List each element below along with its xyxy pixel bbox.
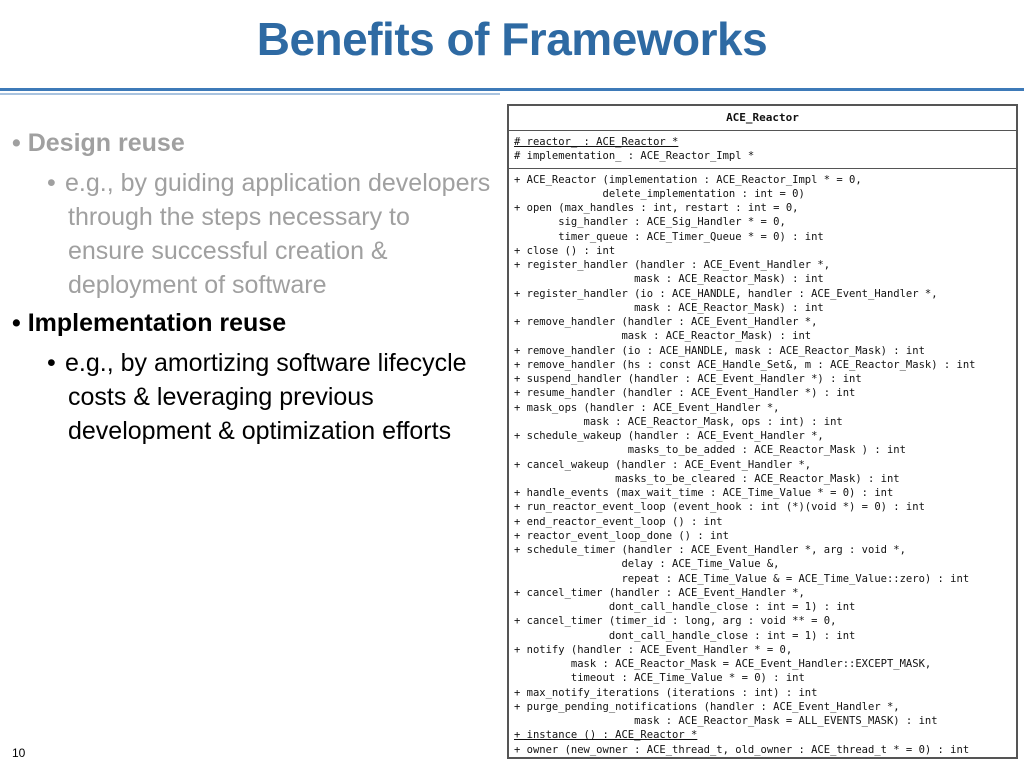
uml-operation: mask : ACE_Reactor_Mask, ops : int) : int <box>514 415 843 428</box>
title-divider <box>0 88 1024 91</box>
uml-attributes <box>509 131 1016 169</box>
uml-operation: mask : ACE_Reactor_Mask) : int <box>514 330 812 343</box>
uml-class-diagram <box>507 104 1018 759</box>
bullet-list <box>12 126 492 452</box>
uml-operation: mask : ACE_Reactor_Mask) : int <box>514 301 824 314</box>
uml-operation: + ACE_Reactor (implementation : ACE_Reactor_Impl * = 0, <box>514 173 862 186</box>
uml-operation: + mask_ops (handler : ACE_Event_Handler *, <box>514 401 780 414</box>
bullet-glyph: • <box>12 309 21 337</box>
bullet-implementation-reuse <box>12 306 492 340</box>
sub-bullet-text: e.g., by amortizing software lifecycle costs & leveraging previous development & optimization efforts <box>65 349 467 445</box>
uml-operation: repeat : ACE_Time_Value & = ACE_Time_Value::zero) : int <box>514 572 970 585</box>
uml-operation: + handle_events (max_wait_time : ACE_Time_Value * = 0) : int <box>514 487 894 499</box>
uml-operation: mask : ACE_Reactor_Mask = ACE_Event_Handler::EXCEPT_MASK, <box>514 658 932 670</box>
uml-operation: + register_handler (handler : ACE_Event_Handler *, <box>514 259 831 271</box>
bullet-glyph: • <box>12 129 21 157</box>
page-number: 10 <box>12 746 26 760</box>
uml-operation: + purge_pending_notifications (handler : ACE_Event_Handler *, <box>514 700 900 713</box>
title-subdivider <box>0 93 500 95</box>
uml-operation: delete_implementation : int = 0) <box>514 187 805 200</box>
uml-operation: + suspend_handler (handler : ACE_Event_Handler *) : int <box>514 373 862 385</box>
uml-operation: + owner (new_owner : ACE_thread_t, old_owner : ACE_thread_t * = 0) : int <box>514 743 970 756</box>
uml-operation: + schedule_wakeup (handler : ACE_Event_Handler *, <box>514 430 824 442</box>
slide-title: Benefits of Frameworks <box>256 13 768 65</box>
uml-operation: + close () : int <box>514 244 616 257</box>
uml-operations <box>509 169 1016 757</box>
uml-operation: dont_call_handle_close : int = 1) : int <box>514 601 856 613</box>
uml-operation: + resume_handler (handler : ACE_Event_Handler *) : int <box>514 387 856 400</box>
uml-operation: delay : ACE_Time_Value &, <box>514 558 780 571</box>
bullet-text: Design reuse <box>27 129 185 157</box>
uml-class-name: ACE_Reactor <box>509 106 1016 131</box>
uml-operation: + notify (handler : ACE_Event_Handler * = 0, <box>514 643 793 656</box>
uml-operation: mask : ACE_Reactor_Mask = ALL_EVENTS_MASK) : int <box>514 715 938 727</box>
uml-operation: + end_reactor_event_loop () : int <box>514 515 723 528</box>
uml-operation: masks_to_be_added : ACE_Reactor_Mask ) : int <box>514 444 906 457</box>
uml-attribute: # implementation_ : ACE_Reactor_Impl * <box>514 150 755 163</box>
sub-bullet-implementation-reuse <box>47 346 492 448</box>
uml-operation: timeout : ACE_Time_Value * = 0) : int <box>514 672 805 685</box>
uml-operation: masks_to_be_cleared : ACE_Reactor_Mask) : int <box>514 472 900 485</box>
sub-bullet-design-reuse <box>47 166 492 302</box>
sub-bullet-text: e.g., by guiding application developers through the steps necessary to ensure successful creation & deployment of software <box>65 169 491 299</box>
uml-operation: sig_handler : ACE_Sig_Handler * = 0, <box>514 216 786 229</box>
uml-operation: + remove_handler (handler : ACE_Event_Handler *, <box>514 316 818 328</box>
uml-operation: + remove_handler (io : ACE_HANDLE, mask : ACE_Reactor_Mask) : int <box>514 344 925 357</box>
bullet-glyph: • <box>47 169 56 197</box>
uml-operation: timer_queue : ACE_Timer_Queue * = 0) : int <box>514 230 824 243</box>
uml-operation: + run_reactor_event_loop (event_hook : int (*)(void *) = 0) : int <box>514 501 925 514</box>
uml-operation: + open (max_handles : int, restart : int = 0, <box>514 202 799 214</box>
uml-operation: + register_handler (io : ACE_HANDLE, handler : ACE_Event_Handler *, <box>514 287 938 300</box>
uml-operation: + max_notify_iterations (iterations : int) : int <box>514 686 818 699</box>
bullet-glyph: • <box>47 349 56 377</box>
bullet-design-reuse <box>12 126 492 160</box>
uml-operation: + cancel_wakeup (handler : ACE_Event_Handler *, <box>514 458 812 471</box>
uml-operation: + remove_handler (hs : const ACE_Handle_Set&, m : ACE_Reactor_Mask) : int <box>514 358 976 371</box>
uml-operation: + instance () : ACE_Reactor * <box>514 729 698 742</box>
uml-operation: dont_call_handle_close : int = 1) : int <box>514 629 856 642</box>
uml-operation: + cancel_timer (timer_id : long, arg : void ** = 0, <box>514 615 837 628</box>
bullet-text: Implementation reuse <box>27 309 287 337</box>
uml-operation: + cancel_timer (handler : ACE_Event_Handler *, <box>514 586 805 599</box>
uml-attribute: # reactor_ : ACE_Reactor * <box>514 136 679 148</box>
uml-operation: + schedule_timer (handler : ACE_Event_Handler *, arg : void *, <box>514 544 906 556</box>
uml-operation: + reactor_event_loop_done () : int <box>514 529 729 542</box>
uml-operation: mask : ACE_Reactor_Mask) : int <box>514 273 824 286</box>
